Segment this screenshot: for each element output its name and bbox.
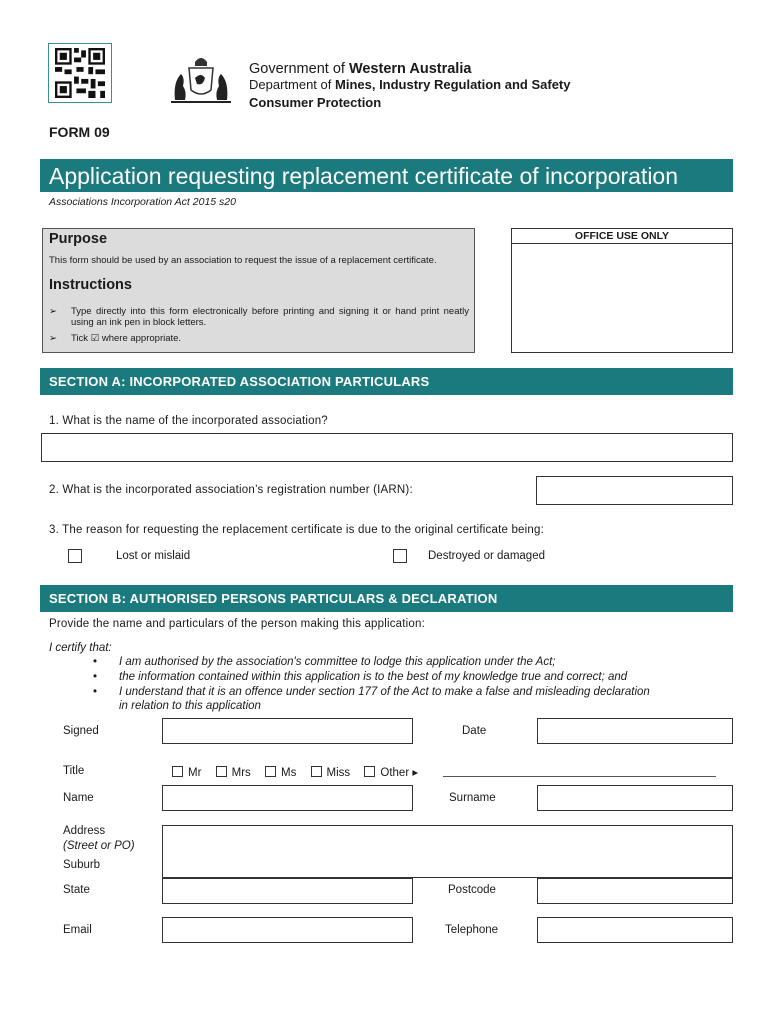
act-reference: Associations Incorporation Act 2015 s20 xyxy=(49,196,236,208)
title-option-ms[interactable] xyxy=(265,767,296,779)
date-input[interactable] xyxy=(537,718,733,744)
arrow-bullet-icon: ➢ xyxy=(49,333,57,344)
declaration-item: I am authorised by the association's committee to lodge this application under the Act; xyxy=(119,656,556,668)
miss-checkbox[interactable] xyxy=(311,766,322,777)
purpose-text: This form should be used by an association to request the issue of a replacement certificate. xyxy=(49,255,437,266)
destroyed-label: Destroyed or damaged xyxy=(428,550,545,562)
other-checkbox[interactable] xyxy=(364,766,375,777)
certify-label: I certify that: xyxy=(49,642,112,654)
address-sub-label: (Street or PO) xyxy=(63,840,135,852)
instruction-item: Type directly into this form electronically before printing and signing it or hand print neatly using an ink pen in block letters. xyxy=(71,306,469,328)
other-title-input[interactable] xyxy=(443,763,716,777)
miss-label: Miss xyxy=(326,767,351,779)
section-a-heading: SECTION A: INCORPORATED ASSOCIATION PARTICULARS xyxy=(40,368,733,395)
instructions-heading: Instructions xyxy=(49,277,132,293)
mr-label: Mr xyxy=(188,767,202,779)
bullet-icon: • xyxy=(93,686,98,698)
title-option-mr[interactable] xyxy=(172,767,201,779)
mrs-checkbox[interactable] xyxy=(216,766,227,777)
destroyed-checkbox[interactable] xyxy=(393,549,407,563)
surname-input[interactable] xyxy=(537,785,733,811)
form-number: FORM 09 xyxy=(49,124,110,140)
name-input[interactable] xyxy=(162,785,413,811)
title-label: Title xyxy=(63,765,85,777)
section-b-heading: SECTION B: AUTHORISED PERSONS PARTICULARS & DECLARATION xyxy=(40,585,733,612)
date-label: Date xyxy=(462,725,487,737)
email-input[interactable] xyxy=(162,917,413,943)
state-input[interactable] xyxy=(162,878,413,904)
gov-line-2 xyxy=(249,77,570,92)
other-label: Other ▸ xyxy=(380,767,419,779)
postcode-input[interactable] xyxy=(537,878,733,904)
bullet-icon: • xyxy=(93,656,98,668)
mr-checkbox[interactable] xyxy=(172,766,183,777)
gov-line-1 xyxy=(249,61,471,77)
question-2: 2. What is the incorporated association’s registration number (IARN): xyxy=(49,484,413,496)
qr-code xyxy=(48,43,112,103)
gov-line-2-bold: Mines, Industry Regulation and Safety xyxy=(335,77,571,92)
email-label: Email xyxy=(63,924,92,936)
arrow-bullet-icon: ➢ xyxy=(49,306,57,317)
office-use-label: OFFICE USE ONLY xyxy=(511,228,733,244)
lost-label: Lost or mislaid xyxy=(116,550,191,562)
signature-input[interactable] xyxy=(162,718,413,744)
purpose-heading: Purpose xyxy=(49,231,108,247)
suburb-label: Suburb xyxy=(63,859,101,871)
iarn-input[interactable] xyxy=(536,476,733,505)
mrs-label: Mrs xyxy=(231,767,251,779)
declaration-item: I understand that it is an offence under section 177 of the Act to make a false and misleading declaration xyxy=(119,686,650,698)
question-1: 1. What is the name of the incorporated association? xyxy=(49,415,328,427)
gov-line-2-prefix: Department of xyxy=(249,77,335,92)
form-title: Application requesting replacement certificate of incorporation xyxy=(40,159,733,192)
title-option-mrs[interactable] xyxy=(216,767,251,779)
gov-line-1-prefix: Government of xyxy=(249,61,349,77)
gov-line-3: Consumer Protection xyxy=(249,95,382,110)
gov-line-1-bold: Western Australia xyxy=(348,61,472,77)
crest-icon xyxy=(165,52,237,110)
signed-label: Signed xyxy=(63,725,99,737)
bullet-icon: • xyxy=(93,671,98,683)
telephone-label: Telephone xyxy=(445,924,499,936)
surname-label: Surname xyxy=(449,792,496,804)
ms-checkbox[interactable] xyxy=(265,766,276,777)
office-use-box xyxy=(511,228,733,353)
title-option-miss[interactable] xyxy=(311,767,351,779)
declaration-item-continued: in relation to this application xyxy=(119,700,261,712)
qr-code-icon xyxy=(53,48,107,98)
state-label: State xyxy=(63,884,90,896)
wa-government-crest xyxy=(165,52,237,110)
telephone-input[interactable] xyxy=(537,917,733,943)
postcode-label: Postcode xyxy=(448,884,496,896)
section-b-intro: Provide the name and particulars of the person making this application: xyxy=(49,618,426,630)
title-options xyxy=(172,765,429,779)
suburb-input[interactable] xyxy=(162,852,733,878)
lost-checkbox[interactable] xyxy=(68,549,82,563)
association-name-input[interactable] xyxy=(41,433,733,462)
question-3: 3. The reason for requesting the replacement certificate is due to the original certificate being: xyxy=(49,524,544,536)
address-input[interactable] xyxy=(162,825,733,853)
address-label: Address xyxy=(63,825,106,837)
name-label: Name xyxy=(63,792,94,804)
instruction-item: Tick ☑ where appropriate. xyxy=(71,333,182,344)
ms-label: Ms xyxy=(281,767,297,779)
declaration-item: the information contained within this application is to the best of my knowledge true and correct; and xyxy=(119,671,628,683)
title-option-other[interactable] xyxy=(364,767,418,779)
